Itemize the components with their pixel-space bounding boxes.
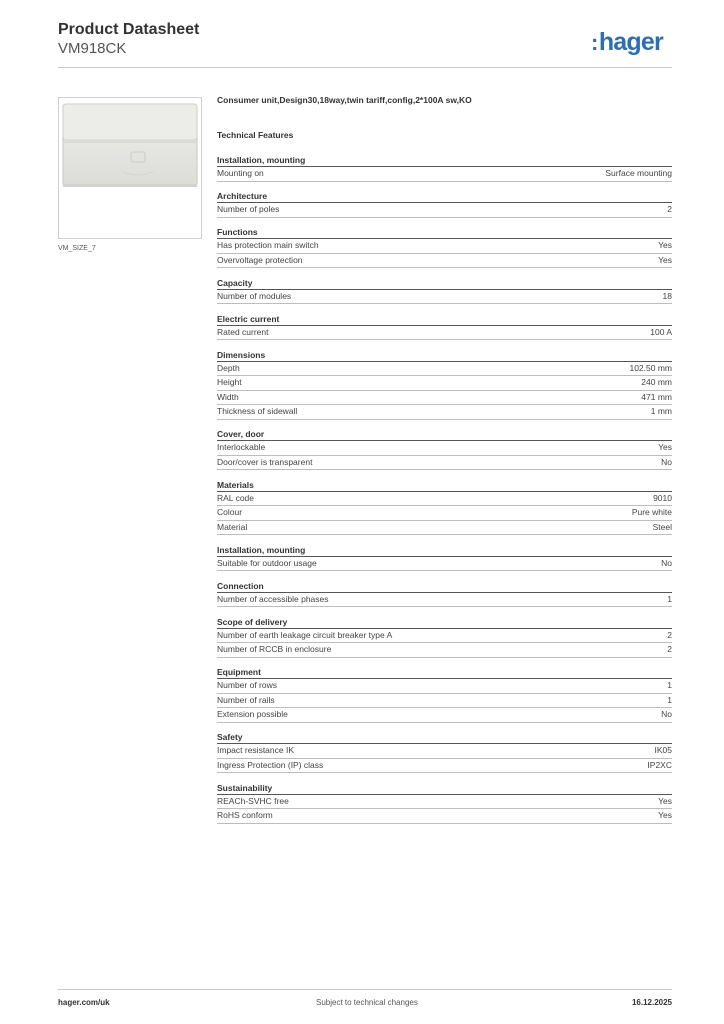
section-title: Connection	[217, 582, 672, 593]
section-title: Scope of delivery	[217, 618, 672, 629]
spec-label: Ingress Protection (IP) class	[217, 759, 324, 770]
section-title: Installation, mounting	[217, 156, 672, 167]
section-title: Cover, door	[217, 430, 672, 441]
spec-row	[217, 809, 672, 824]
footer-website[interactable]: hager.com/uk	[58, 998, 110, 1007]
spec-section	[217, 192, 672, 218]
spec-value: 1	[667, 694, 672, 705]
spec-section	[217, 668, 672, 723]
spec-value: 18	[662, 290, 672, 301]
spec-label: RAL code	[217, 492, 255, 503]
spec-section	[217, 228, 672, 268]
spec-row	[217, 521, 672, 536]
spec-value: IK05	[654, 745, 672, 755]
header-divider	[58, 67, 672, 68]
page-title: Product Datasheet	[58, 21, 200, 38]
spec-label: Depth	[217, 362, 240, 373]
spec-row	[217, 391, 672, 406]
spec-row	[217, 759, 672, 774]
spec-row	[217, 744, 672, 759]
spec-value: No	[661, 709, 672, 719]
spec-row	[217, 376, 672, 391]
spec-row	[217, 326, 672, 341]
spec-value: No	[661, 557, 672, 568]
image-caption: VM_SIZE_7	[58, 245, 96, 252]
logo-text: hager	[598, 28, 663, 56]
spec-value: IP2XC	[647, 759, 672, 770]
section-title: Capacity	[217, 279, 672, 290]
spec-row	[217, 203, 672, 218]
spec-label: Interlockable	[217, 442, 266, 452]
spec-value: 100 A	[650, 326, 672, 337]
product-image	[58, 97, 202, 239]
spec-section	[217, 279, 672, 305]
section-title: Functions	[217, 228, 672, 239]
spec-label: RoHS conform	[217, 810, 273, 820]
footer-date: 16.12.2025	[631, 998, 672, 1007]
spec-row	[217, 708, 672, 723]
hager-logo[interactable]	[591, 28, 663, 57]
spec-label: REACh-SVHC free	[217, 795, 289, 806]
spec-row	[217, 362, 672, 377]
spec-value: Yes	[658, 795, 672, 806]
section-title: Electric current	[217, 315, 672, 326]
footer-note: Subject to technical changes	[316, 998, 418, 1007]
spec-row	[217, 441, 672, 456]
spec-value: 102.50 mm	[629, 362, 672, 373]
section-title: Safety	[217, 733, 672, 744]
consumer-unit-illustration	[59, 98, 201, 238]
footer-divider	[58, 989, 672, 990]
spec-section	[217, 156, 672, 182]
spec-row	[217, 694, 672, 709]
spec-label: Number of poles	[217, 204, 280, 214]
spec-label: Material	[217, 521, 248, 532]
spec-row	[217, 643, 672, 658]
spec-label: Width	[217, 391, 239, 402]
spec-row	[217, 456, 672, 471]
section-title: Equipment	[217, 668, 672, 679]
spec-value: 2	[667, 629, 672, 640]
spec-label: Has protection main switch	[217, 240, 319, 250]
spec-value: 2	[667, 644, 672, 654]
spec-value: Steel	[652, 521, 672, 532]
spec-row	[217, 593, 672, 608]
spec-section	[217, 481, 672, 536]
spec-label: Suitable for outdoor usage	[217, 557, 317, 568]
spec-section	[217, 430, 672, 470]
section-title: Installation, mounting	[217, 546, 672, 557]
spec-value: Yes	[658, 810, 672, 820]
spec-value: Yes	[658, 240, 672, 250]
spec-row	[217, 167, 672, 182]
spec-value: 240 mm	[641, 377, 672, 387]
spec-label: Thickness of sidewall	[217, 406, 298, 416]
spec-value: Surface mounting	[605, 168, 672, 178]
spec-row	[217, 290, 672, 305]
section-title: Materials	[217, 481, 672, 492]
spec-value: No	[661, 456, 672, 467]
spec-row	[217, 557, 672, 572]
spec-value: 9010	[653, 492, 672, 503]
technical-features-heading: Technical Features	[217, 130, 294, 140]
spec-value: Pure white	[631, 507, 672, 517]
spec-label: Overvoltage protection	[217, 254, 303, 265]
spec-label: Height	[217, 377, 242, 387]
spec-row	[217, 239, 672, 254]
spec-label: Number of RCCB in enclosure	[217, 644, 332, 654]
spec-label: Number of modules	[217, 290, 292, 301]
spec-row	[217, 795, 672, 810]
spec-section	[217, 546, 672, 572]
spec-section	[217, 618, 672, 658]
spec-row	[217, 679, 672, 694]
spec-row	[217, 492, 672, 507]
spec-value: 1	[667, 593, 672, 604]
spec-value: Yes	[658, 254, 672, 265]
spec-label: Colour	[217, 507, 243, 517]
section-title: Sustainability	[217, 784, 672, 795]
spec-value: 1	[667, 680, 672, 690]
spec-label: Impact resistance IK	[217, 745, 295, 755]
spec-section	[217, 784, 672, 824]
spec-row	[217, 254, 672, 269]
spec-section	[217, 733, 672, 773]
spec-section	[217, 582, 672, 608]
spec-row	[217, 506, 672, 521]
spec-section	[217, 315, 672, 341]
spec-label: Door/cover is transparent	[217, 456, 313, 467]
spec-row	[217, 405, 672, 420]
spec-section	[217, 351, 672, 420]
spec-row	[217, 629, 672, 644]
spec-value: 1 mm	[650, 406, 672, 416]
spec-label: Rated current	[217, 326, 269, 337]
spec-label: Number of earth leakage circuit breaker type A	[217, 629, 393, 640]
logo-colon-mark: :	[591, 30, 598, 55]
spec-sections	[217, 156, 672, 824]
spec-value: Yes	[658, 442, 672, 452]
product-description: Consumer unit,Design30,18way,twin tariff,config,2*100A sw,KO	[217, 95, 472, 105]
section-title: Architecture	[217, 192, 672, 203]
section-title: Dimensions	[217, 351, 672, 362]
spec-label: Number of rows	[217, 680, 277, 690]
spec-value: 2	[667, 204, 672, 214]
spec-label: Extension possible	[217, 709, 288, 719]
spec-label: Number of rails	[217, 694, 275, 705]
spec-content	[217, 96, 672, 834]
spec-label: Number of accessible phases	[217, 593, 329, 604]
spec-value: 471 mm	[641, 391, 672, 402]
product-code: VM918CK	[58, 40, 127, 57]
spec-label: Mounting on	[217, 168, 264, 178]
